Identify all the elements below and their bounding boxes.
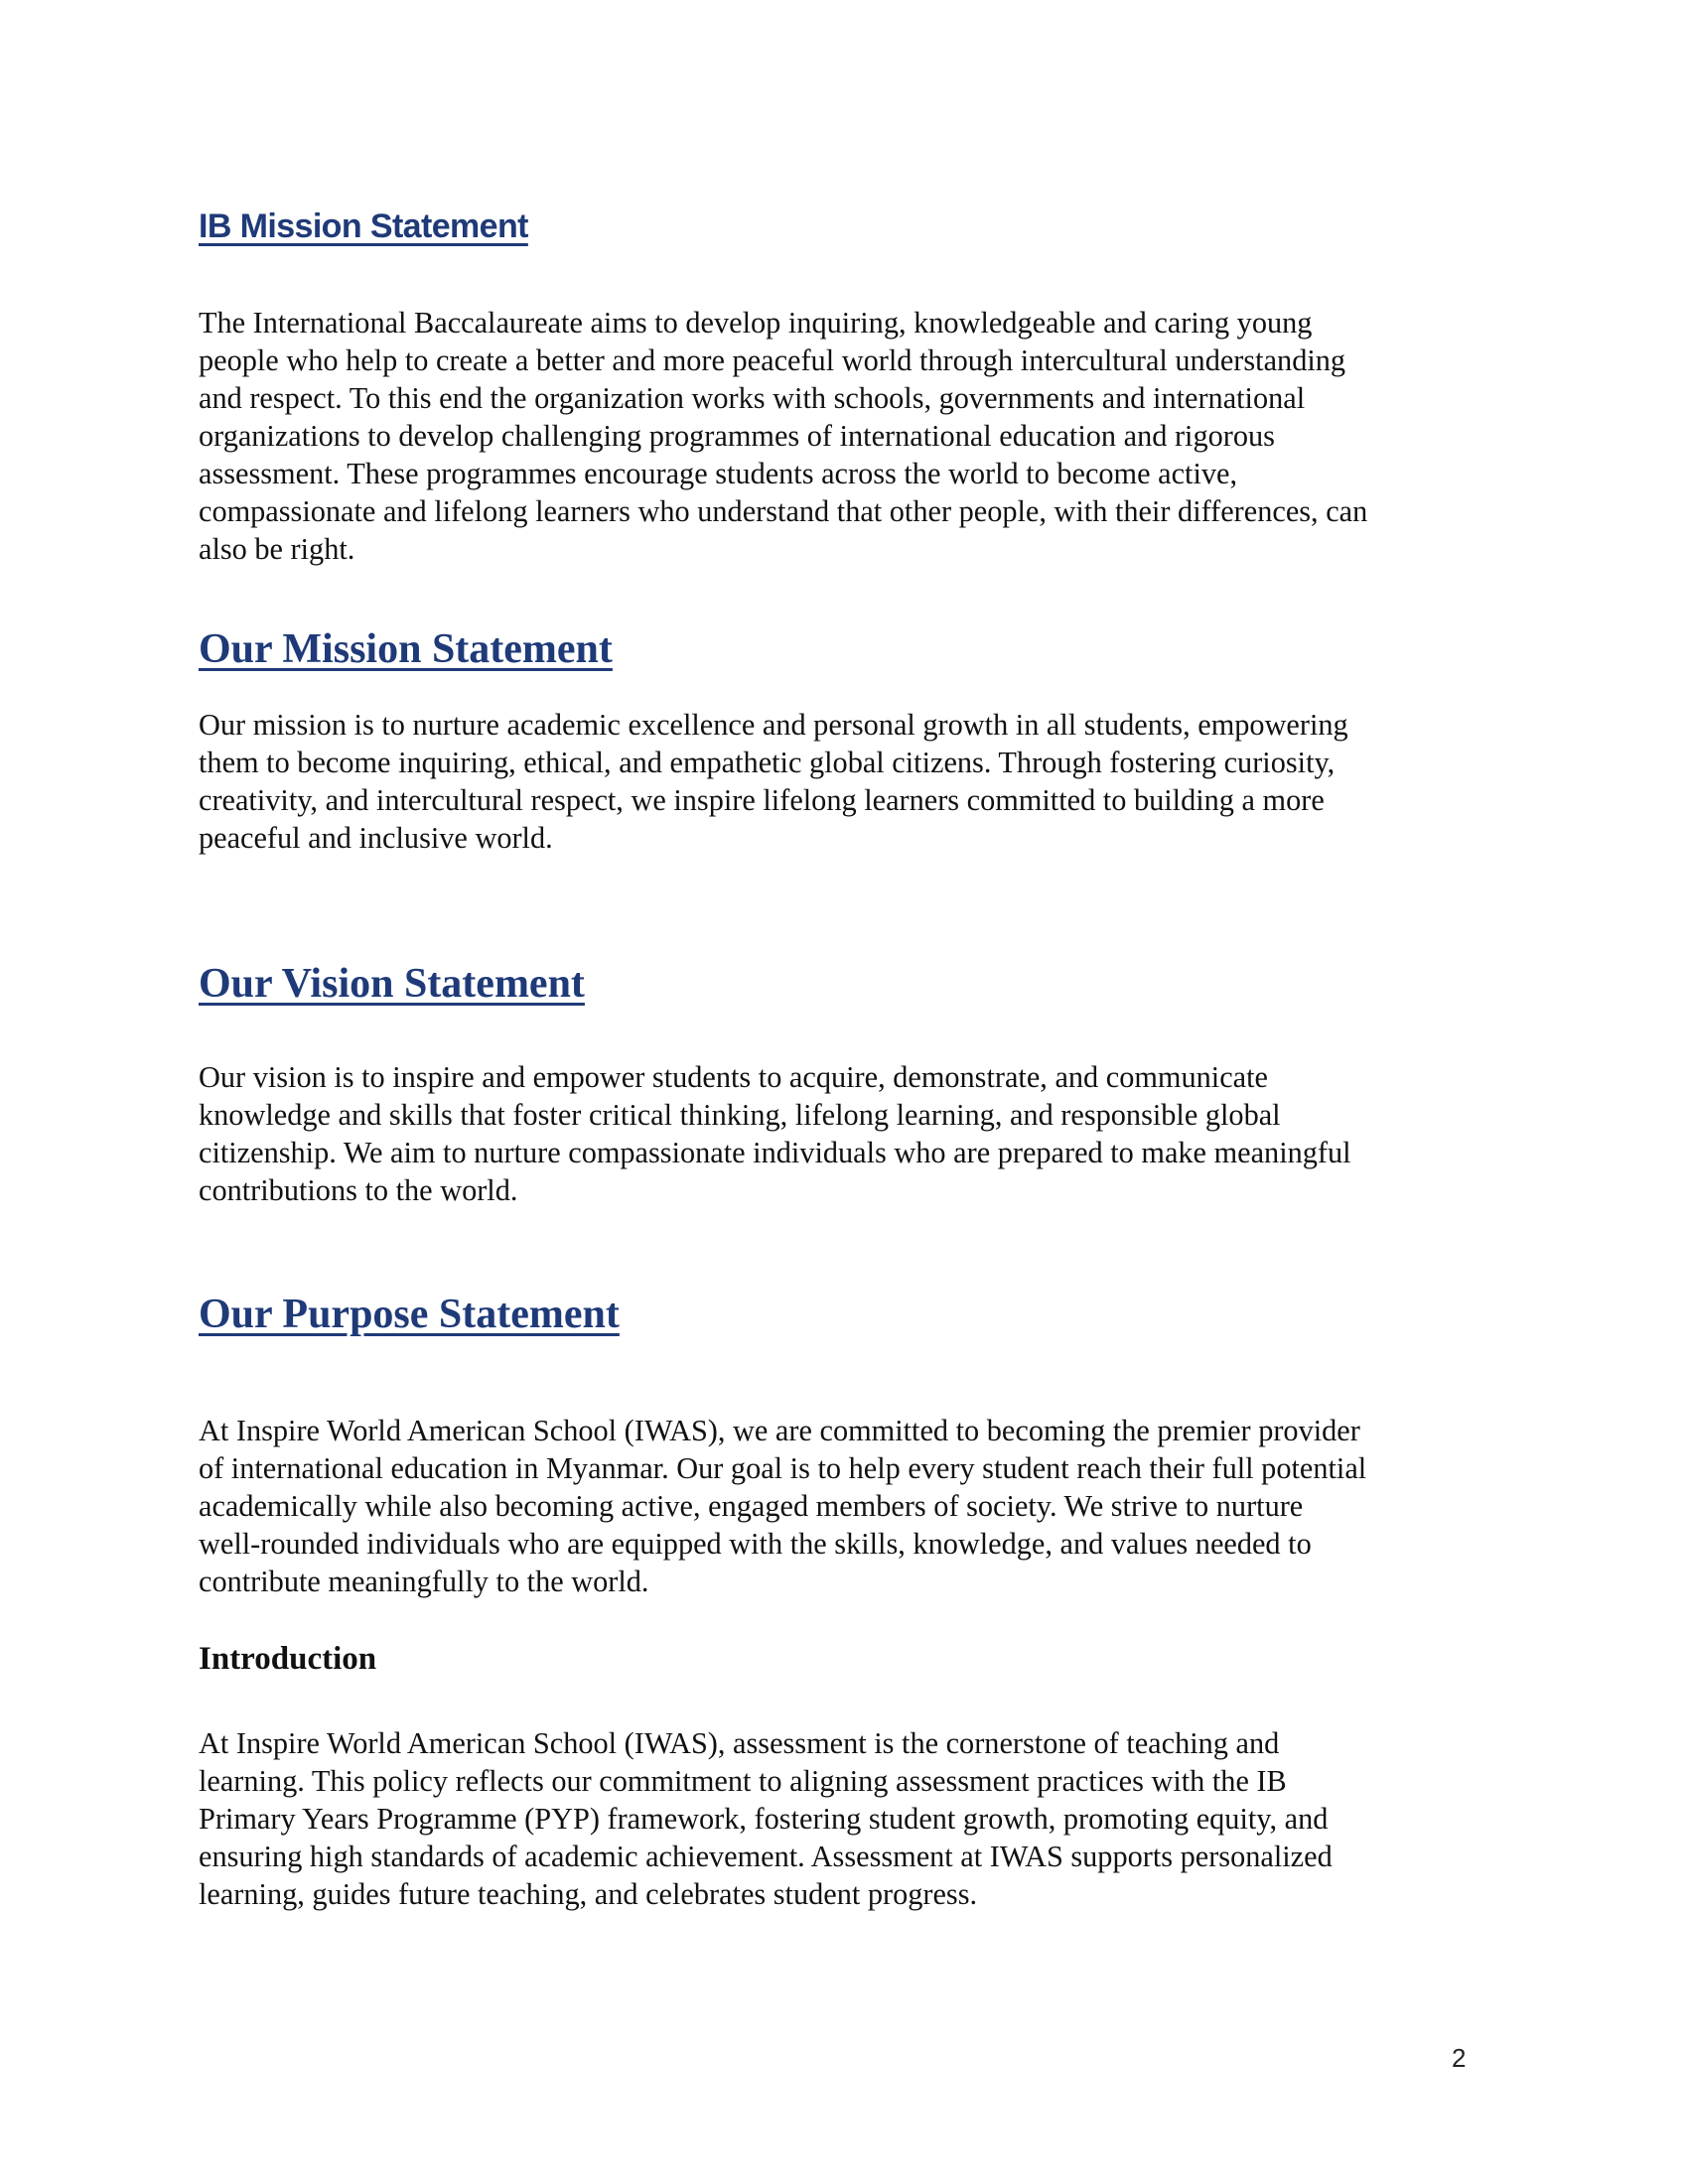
- paragraph-line: assessment. These programmes encourage students across the world to become active,: [199, 457, 1238, 490]
- paragraph-line: The International Baccalaureate aims to develop inquiring, knowledgeable and caring young: [199, 306, 1313, 340]
- paragraph-line: creativity, and intercultural respect, we inspire lifelong learners committed to building a more: [199, 783, 1325, 817]
- our-vision-heading: Our Vision Statement: [199, 961, 585, 1007]
- paragraph-line: Primary Years Programme (PYP) framework, fostering student growth, promoting equity, and: [199, 1802, 1329, 1836]
- paragraph-line: citizenship. We aim to nurture compassionate individuals who are prepared to make meaningful: [199, 1136, 1351, 1169]
- our-vision-paragraph: [199, 1058, 1489, 1209]
- our-purpose-heading: Our Purpose Statement: [199, 1292, 620, 1337]
- paragraph-line: learning. This policy reflects our commitment to aligning assessment practices with the IB: [199, 1764, 1287, 1798]
- paragraph-line: organizations to develop challenging programmes of international education and rigorous: [199, 419, 1275, 453]
- introduction-heading: Introduction: [199, 1641, 377, 1677]
- paragraph-line: learning, guides future teaching, and celebrates student progress.: [199, 1877, 978, 1911]
- paragraph-line: Our mission is to nurture academic excellence and personal growth in all students, empowering: [199, 708, 1348, 742]
- paragraph-line: peaceful and inclusive world.: [199, 821, 553, 855]
- paragraph-line: Our vision is to inspire and empower students to acquire, demonstrate, and communicate: [199, 1060, 1268, 1094]
- paragraph-line: people who help to create a better and more peaceful world through intercultural understanding: [199, 343, 1346, 377]
- paragraph-line: academically while also becoming active, engaged members of society. We strive to nurture: [199, 1489, 1304, 1523]
- paragraph-line: also be right.: [199, 532, 355, 566]
- our-purpose-paragraph: [199, 1412, 1489, 1600]
- paragraph-line: contributions to the world.: [199, 1173, 518, 1207]
- paragraph-line: them to become inquiring, ethical, and empathetic global citizens. Through fostering curiosity,: [199, 746, 1336, 779]
- paragraph-line: ensuring high standards of academic achievement. Assessment at IWAS supports personalized: [199, 1840, 1333, 1873]
- paragraph-line: knowledge and skills that foster critical thinking, lifelong learning, and responsible global: [199, 1098, 1281, 1132]
- our-mission-paragraph: [199, 706, 1489, 857]
- paragraph-line: of international education in Myanmar. Our goal is to help every student reach their full potential: [199, 1451, 1367, 1485]
- paragraph-line: and respect. To this end the organization works with schools, governments and international: [199, 381, 1306, 415]
- introduction-paragraph: [199, 1724, 1489, 1913]
- ib-mission-paragraph: [199, 304, 1489, 568]
- page-number: 2: [1452, 2043, 1467, 2073]
- ib-mission-heading: IB Mission Statement: [199, 207, 528, 245]
- paragraph-line: At Inspire World American School (IWAS), we are committed to becoming the premier provider: [199, 1414, 1360, 1447]
- our-mission-heading: Our Mission Statement: [199, 626, 613, 672]
- paragraph-line: compassionate and lifelong learners who understand that other people, with their differences, can: [199, 494, 1368, 528]
- paragraph-line: contribute meaningfully to the world.: [199, 1565, 649, 1598]
- paragraph-line: well-rounded individuals who are equipped with the skills, knowledge, and values needed to: [199, 1527, 1312, 1561]
- paragraph-line: At Inspire World American School (IWAS), assessment is the cornerstone of teaching and: [199, 1726, 1280, 1760]
